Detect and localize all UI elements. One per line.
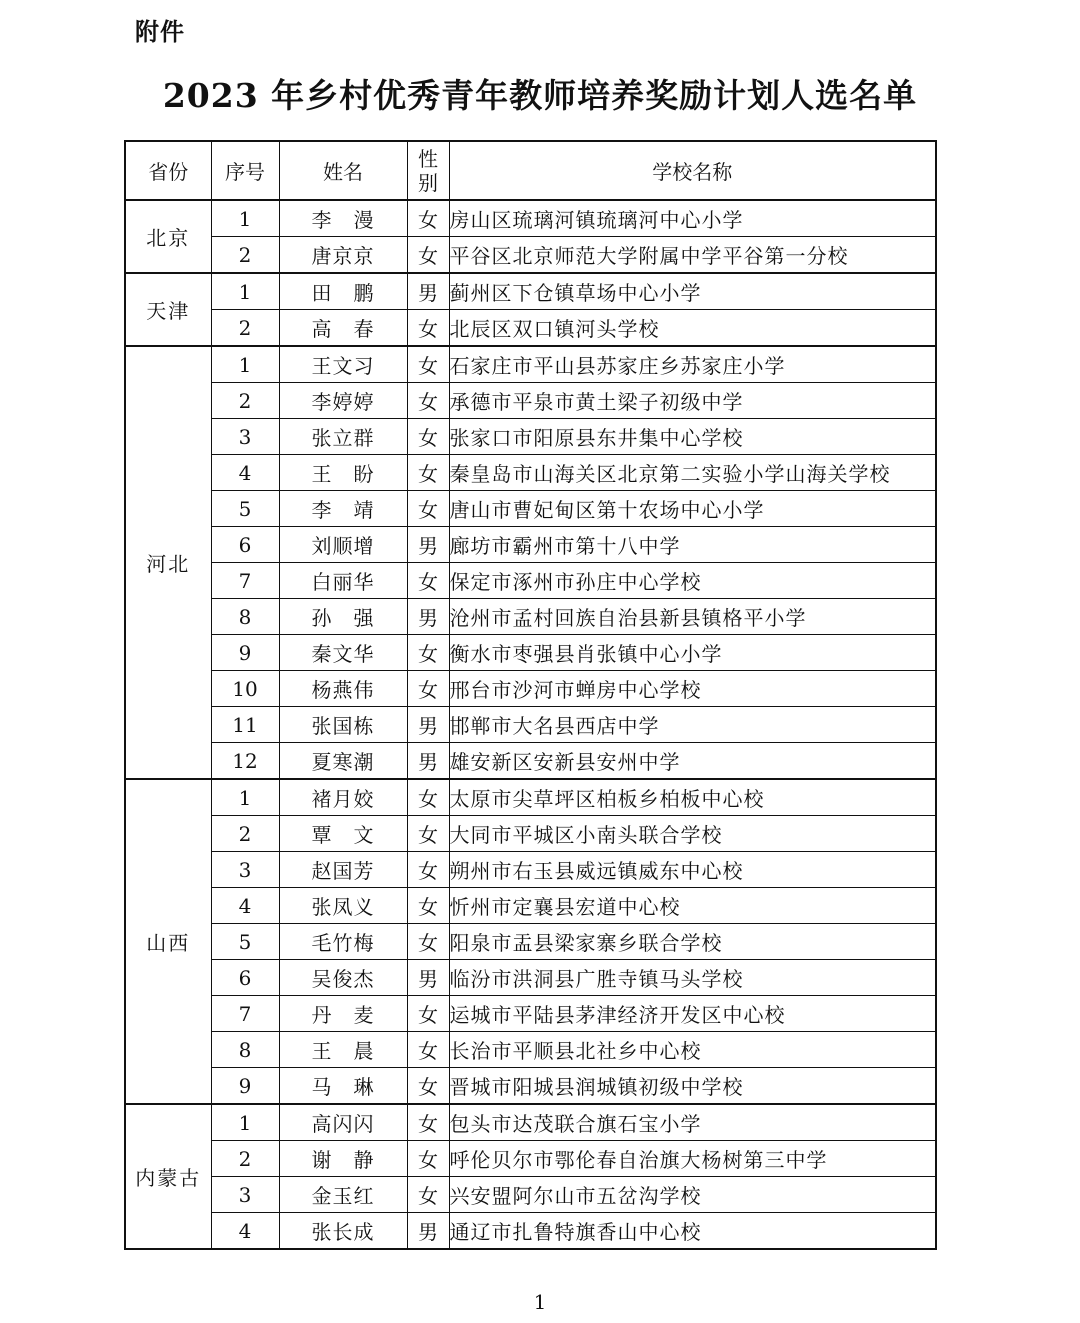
seq-cell: 9 [211,635,279,671]
name-cell: 秦文华 [279,635,407,671]
school-cell: 秦皇岛市山海关区北京第二实验小学山海关学校 [449,455,936,491]
school-cell: 通辽市扎鲁特旗香山中心校 [449,1213,936,1250]
table-row [125,455,936,491]
school-cell: 房山区琉璃河镇琉璃河中心小学 [449,200,936,237]
gender-cell: 女 [407,419,449,455]
school-cell: 承德市平泉市黄土梁子初级中学 [449,383,936,419]
table-row [125,671,936,707]
table-row [125,779,936,816]
school-cell: 平谷区北京师范大学附属中学平谷第一分校 [449,237,936,274]
seq-cell: 12 [211,743,279,780]
name-cell: 张立群 [279,419,407,455]
gender-cell: 女 [407,779,449,816]
table-row [125,1104,936,1141]
seq-cell: 1 [211,346,279,383]
table-row [125,743,936,780]
school-cell: 忻州市定襄县宏道中心校 [449,888,936,924]
table-row [125,924,936,960]
school-cell: 阳泉市盂县梁家寨乡联合学校 [449,924,936,960]
school-cell: 石家庄市平山县苏家庄乡苏家庄小学 [449,346,936,383]
gender-cell: 女 [407,635,449,671]
school-cell: 长治市平顺县北社乡中心校 [449,1032,936,1068]
school-cell: 沧州市孟村回族自治县新县镇格平小学 [449,599,936,635]
gender-cell: 女 [407,1141,449,1177]
seq-cell: 8 [211,1032,279,1068]
gender-header-line-2: 别 [418,170,438,195]
table-row [125,527,936,563]
name-cell: 谢 静 [279,1141,407,1177]
gender-cell: 女 [407,671,449,707]
table-row [125,635,936,671]
seq-cell: 6 [211,960,279,996]
column-header-province: 省份 [125,141,211,200]
seq-cell: 1 [211,1104,279,1141]
name-cell: 夏寒潮 [279,743,407,780]
table-row [125,346,936,383]
gender-cell: 女 [407,816,449,852]
seq-cell: 4 [211,888,279,924]
table-row [125,310,936,347]
gender-cell: 女 [407,924,449,960]
gender-cell: 女 [407,1177,449,1213]
seq-cell: 4 [211,455,279,491]
name-cell: 李 靖 [279,491,407,527]
table-row [125,1068,936,1105]
school-cell: 运城市平陆县茅津经济开发区中心校 [449,996,936,1032]
seq-cell: 3 [211,419,279,455]
name-cell: 马 琳 [279,1068,407,1105]
school-cell: 包头市达茂联合旗石宝小学 [449,1104,936,1141]
table-row [125,563,936,599]
seq-cell: 9 [211,1068,279,1105]
gender-cell: 男 [407,527,449,563]
school-cell: 张家口市阳原县东井集中心学校 [449,419,936,455]
seq-cell: 5 [211,491,279,527]
gender-cell: 女 [407,310,449,347]
name-cell: 王 盼 [279,455,407,491]
seq-cell: 2 [211,1141,279,1177]
document-title: 2023 年乡村优秀青年教师培养奖励计划人选名单 [162,76,918,115]
table-row [125,383,936,419]
table-row [125,1177,936,1213]
table-body [125,200,936,1249]
gender-cell: 男 [407,707,449,743]
gender-cell: 女 [407,346,449,383]
name-cell: 王文习 [279,346,407,383]
seq-cell: 2 [211,816,279,852]
name-cell: 高 春 [279,310,407,347]
school-cell: 兴安盟阿尔山市五岔沟学校 [449,1177,936,1213]
gender-cell: 男 [407,599,449,635]
school-cell: 朔州市右玉县威远镇威东中心校 [449,852,936,888]
school-cell: 大同市平城区小南头联合学校 [449,816,936,852]
table-row [125,599,936,635]
name-cell: 王 晨 [279,1032,407,1068]
gender-cell: 女 [407,491,449,527]
school-cell: 唐山市曹妃甸区第十农场中心小学 [449,491,936,527]
province-cell: 天津 [125,273,211,346]
column-header-school: 学校名称 [449,141,936,200]
table-row [125,888,936,924]
seq-cell: 3 [211,1177,279,1213]
name-cell: 张长成 [279,1213,407,1250]
school-cell: 衡水市枣强县肖张镇中心小学 [449,635,936,671]
seq-cell: 4 [211,1213,279,1250]
seq-cell: 2 [211,237,279,274]
name-cell: 田 鹏 [279,273,407,310]
gender-cell: 女 [407,852,449,888]
gender-cell: 男 [407,960,449,996]
school-cell: 保定市涿州市孙庄中心学校 [449,563,936,599]
school-cell: 邯郸市大名县西店中学 [449,707,936,743]
seq-cell: 11 [211,707,279,743]
province-cell: 内蒙古 [125,1104,211,1249]
table-row [125,816,936,852]
seq-cell: 8 [211,599,279,635]
table-row [125,852,936,888]
seq-cell: 10 [211,671,279,707]
name-cell: 李 漫 [279,200,407,237]
table-row [125,1213,936,1250]
table-row [125,237,936,274]
seq-cell: 6 [211,527,279,563]
school-cell: 雄安新区安新县安州中学 [449,743,936,780]
gender-cell: 女 [407,200,449,237]
school-cell: 廊坊市霸州市第十八中学 [449,527,936,563]
province-cell: 河北 [125,346,211,779]
name-cell: 褚月姣 [279,779,407,816]
school-cell: 邢台市沙河市蝉房中心学校 [449,671,936,707]
gender-cell: 女 [407,237,449,274]
name-cell: 张凤义 [279,888,407,924]
seq-cell: 1 [211,273,279,310]
table-row [125,200,936,237]
name-cell: 杨燕伟 [279,671,407,707]
name-cell: 白丽华 [279,563,407,599]
name-cell: 张国栋 [279,707,407,743]
name-cell: 赵国芳 [279,852,407,888]
table-header-row [125,141,936,200]
name-cell: 李婷婷 [279,383,407,419]
gender-cell: 女 [407,1068,449,1105]
school-cell: 临汾市洪洞县广胜寺镇马头学校 [449,960,936,996]
attachment-label: 附件 [135,18,185,46]
seq-cell: 7 [211,563,279,599]
seq-cell: 7 [211,996,279,1032]
table-row [125,960,936,996]
gender-cell: 女 [407,996,449,1032]
gender-header-line-1: 性 [418,146,438,171]
gender-cell: 女 [407,888,449,924]
seq-cell: 2 [211,383,279,419]
page-number: 1 [533,1290,547,1314]
seq-cell: 2 [211,310,279,347]
name-cell: 丹 麦 [279,996,407,1032]
table-row [125,273,936,310]
gender-cell: 男 [407,743,449,780]
name-cell: 高闪闪 [279,1104,407,1141]
name-cell: 吴俊杰 [279,960,407,996]
province-cell: 山西 [125,779,211,1104]
seq-cell: 1 [211,779,279,816]
table-row [125,707,936,743]
gender-cell: 男 [407,1213,449,1250]
gender-cell: 女 [407,1032,449,1068]
gender-cell: 女 [407,563,449,599]
table-row [125,996,936,1032]
school-cell: 呼伦贝尔市鄂伦春自治旗大杨树第三中学 [449,1141,936,1177]
table-row [125,419,936,455]
name-cell: 孙 强 [279,599,407,635]
name-cell: 覃 文 [279,816,407,852]
school-cell: 晋城市阳城县润城镇初级中学校 [449,1068,936,1105]
school-cell: 蓟州区下仓镇草场中心小学 [449,273,936,310]
seq-cell: 3 [211,852,279,888]
table-row [125,1032,936,1068]
seq-cell: 1 [211,200,279,237]
table-row [125,491,936,527]
gender-cell: 男 [407,273,449,310]
candidate-table [124,140,937,1250]
column-header-gender [407,141,449,200]
name-cell: 金玉红 [279,1177,407,1213]
school-cell: 北辰区双口镇河头学校 [449,310,936,347]
province-cell: 北京 [125,200,211,273]
gender-cell: 女 [407,1104,449,1141]
seq-cell: 5 [211,924,279,960]
column-header-seq: 序号 [211,141,279,200]
column-header-name: 姓名 [279,141,407,200]
name-cell: 唐京京 [279,237,407,274]
table-row [125,1141,936,1177]
school-cell: 太原市尖草坪区柏板乡柏板中心校 [449,779,936,816]
name-cell: 毛竹梅 [279,924,407,960]
name-cell: 刘顺增 [279,527,407,563]
gender-cell: 女 [407,383,449,419]
gender-cell: 女 [407,455,449,491]
